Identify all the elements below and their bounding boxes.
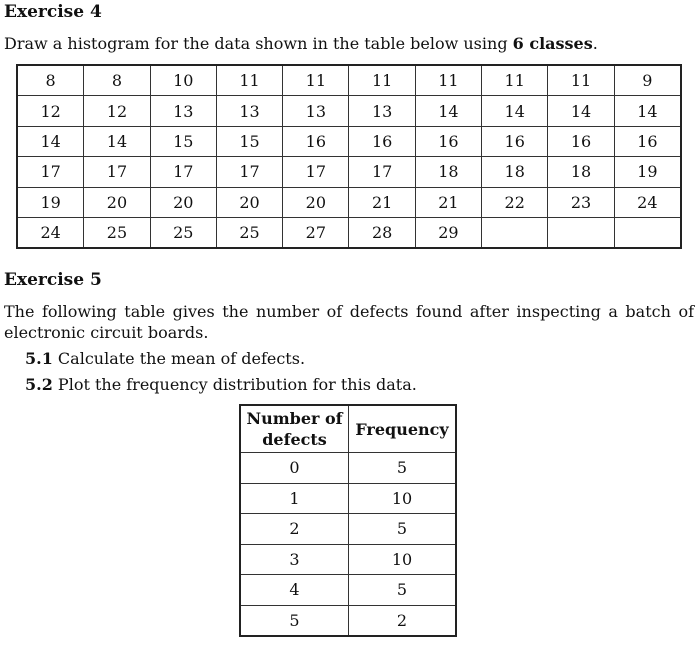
data-table-cell: 13 [216, 96, 282, 126]
data-table-cell: 20 [283, 187, 349, 217]
header-col1-line2: defects [262, 430, 327, 449]
data-table-cell: 9 [614, 65, 681, 96]
data-table-cell: 28 [349, 217, 415, 248]
data-table-cell: 14 [548, 96, 614, 126]
data-table-cell: 16 [415, 126, 481, 156]
data-table-cell: 14 [614, 96, 681, 126]
data-table-cell: 22 [482, 187, 548, 217]
data-table-cell: 17 [17, 157, 84, 187]
frequency-table-row [240, 544, 456, 575]
defects-cell: 5 [240, 605, 349, 636]
data-table-cell [482, 217, 548, 248]
data-table-cell: 10 [150, 65, 216, 96]
data-table-cell: 18 [482, 157, 548, 187]
exercise-5-item-2 [25, 375, 417, 394]
data-table-cell: 20 [150, 187, 216, 217]
data-table-cell: 18 [415, 157, 481, 187]
data-table-cell: 24 [17, 217, 84, 248]
data-table-cell: 16 [548, 126, 614, 156]
data-table-cell: 12 [84, 96, 150, 126]
data-table-row [17, 187, 681, 217]
frequency-table [239, 404, 457, 637]
data-table-cell: 11 [548, 65, 614, 96]
data-table-cell: 16 [283, 126, 349, 156]
instruction-prefix: Draw a histogram for the data shown in the table below using [4, 34, 513, 53]
data-table-cell: 11 [349, 65, 415, 96]
data-table-cell: 11 [216, 65, 282, 96]
frequency-cell: 10 [349, 544, 457, 575]
data-table-row [17, 217, 681, 248]
data-table-cell: 15 [216, 126, 282, 156]
data-table-cell: 18 [548, 157, 614, 187]
data-table-cell: 17 [283, 157, 349, 187]
data-table-cell: 16 [614, 126, 681, 156]
item-1-text: Calculate the mean of defects. [52, 349, 306, 368]
frequency-table-row [240, 605, 456, 636]
data-table-cell [548, 217, 614, 248]
data-table [16, 64, 682, 249]
frequency-cell: 5 [349, 453, 457, 484]
data-table-cell: 12 [17, 96, 84, 126]
item-1-number: 5.1 [25, 349, 53, 368]
defects-cell: 3 [240, 544, 349, 575]
data-table-cell: 17 [216, 157, 282, 187]
exercise-5-item-1 [25, 349, 305, 368]
data-table-row [17, 65, 681, 96]
defects-cell: 1 [240, 483, 349, 514]
data-table-cell: 29 [415, 217, 481, 248]
data-table-cell: 24 [614, 187, 681, 217]
data-table-cell: 27 [283, 217, 349, 248]
data-table-cell: 20 [84, 187, 150, 217]
frequency-table-row [240, 483, 456, 514]
data-table-cell: 23 [548, 187, 614, 217]
data-table-cell: 25 [216, 217, 282, 248]
data-table-cell: 13 [283, 96, 349, 126]
data-table-cell: 21 [349, 187, 415, 217]
exercise-5-paragraph-line2: electronic circuit boards. [4, 323, 209, 342]
data-table-cell: 14 [415, 96, 481, 126]
frequency-cell: 5 [349, 514, 457, 545]
defects-cell: 2 [240, 514, 349, 545]
data-table-row [17, 96, 681, 126]
instruction-suffix: . [592, 34, 598, 53]
header-col1-line1: Number of [246, 409, 343, 428]
data-table-cell: 8 [17, 65, 84, 96]
exercise-5-title: Exercise 5 [4, 270, 102, 290]
data-table-cell: 21 [415, 187, 481, 217]
frequency-table-row [240, 514, 456, 545]
frequency-table-row [240, 575, 456, 606]
data-table-cell: 14 [17, 126, 84, 156]
data-table-cell: 11 [415, 65, 481, 96]
data-table-cell [614, 217, 681, 248]
data-table-cell: 13 [349, 96, 415, 126]
data-table-cell: 17 [150, 157, 216, 187]
data-table-cell: 16 [349, 126, 415, 156]
data-table-cell: 14 [482, 96, 548, 126]
data-table-row [17, 126, 681, 156]
exercise-4-instruction [4, 34, 598, 53]
data-table-cell: 25 [150, 217, 216, 248]
data-table-cell: 19 [614, 157, 681, 187]
frequency-cell: 2 [349, 605, 457, 636]
item-2-number: 5.2 [25, 375, 53, 394]
frequency-table-row [240, 453, 456, 484]
data-table-cell: 25 [84, 217, 150, 248]
exercise-5-paragraph-line1: The following table gives the number of defects found after inspecting a batch of [4, 302, 694, 321]
frequency-cell: 5 [349, 575, 457, 606]
defects-cell: 4 [240, 575, 349, 606]
data-table-cell: 14 [84, 126, 150, 156]
data-table-cell: 15 [150, 126, 216, 156]
instruction-bold: 6 classes [512, 34, 593, 53]
defects-cell: 0 [240, 453, 349, 484]
header-number-of-defects [240, 405, 349, 453]
data-table-cell: 16 [482, 126, 548, 156]
data-table-cell: 19 [17, 187, 84, 217]
header-frequency: Frequency [349, 405, 457, 453]
item-2-text: Plot the frequency distribution for this data. [52, 375, 417, 394]
data-table-cell: 8 [84, 65, 150, 96]
data-table-cell: 17 [349, 157, 415, 187]
data-table-cell: 11 [482, 65, 548, 96]
data-table-cell: 20 [216, 187, 282, 217]
data-table-cell: 17 [84, 157, 150, 187]
data-table-cell: 11 [283, 65, 349, 96]
exercise-4-title: Exercise 4 [4, 2, 102, 22]
data-table-cell: 13 [150, 96, 216, 126]
data-table-row [17, 157, 681, 187]
frequency-cell: 10 [349, 483, 457, 514]
